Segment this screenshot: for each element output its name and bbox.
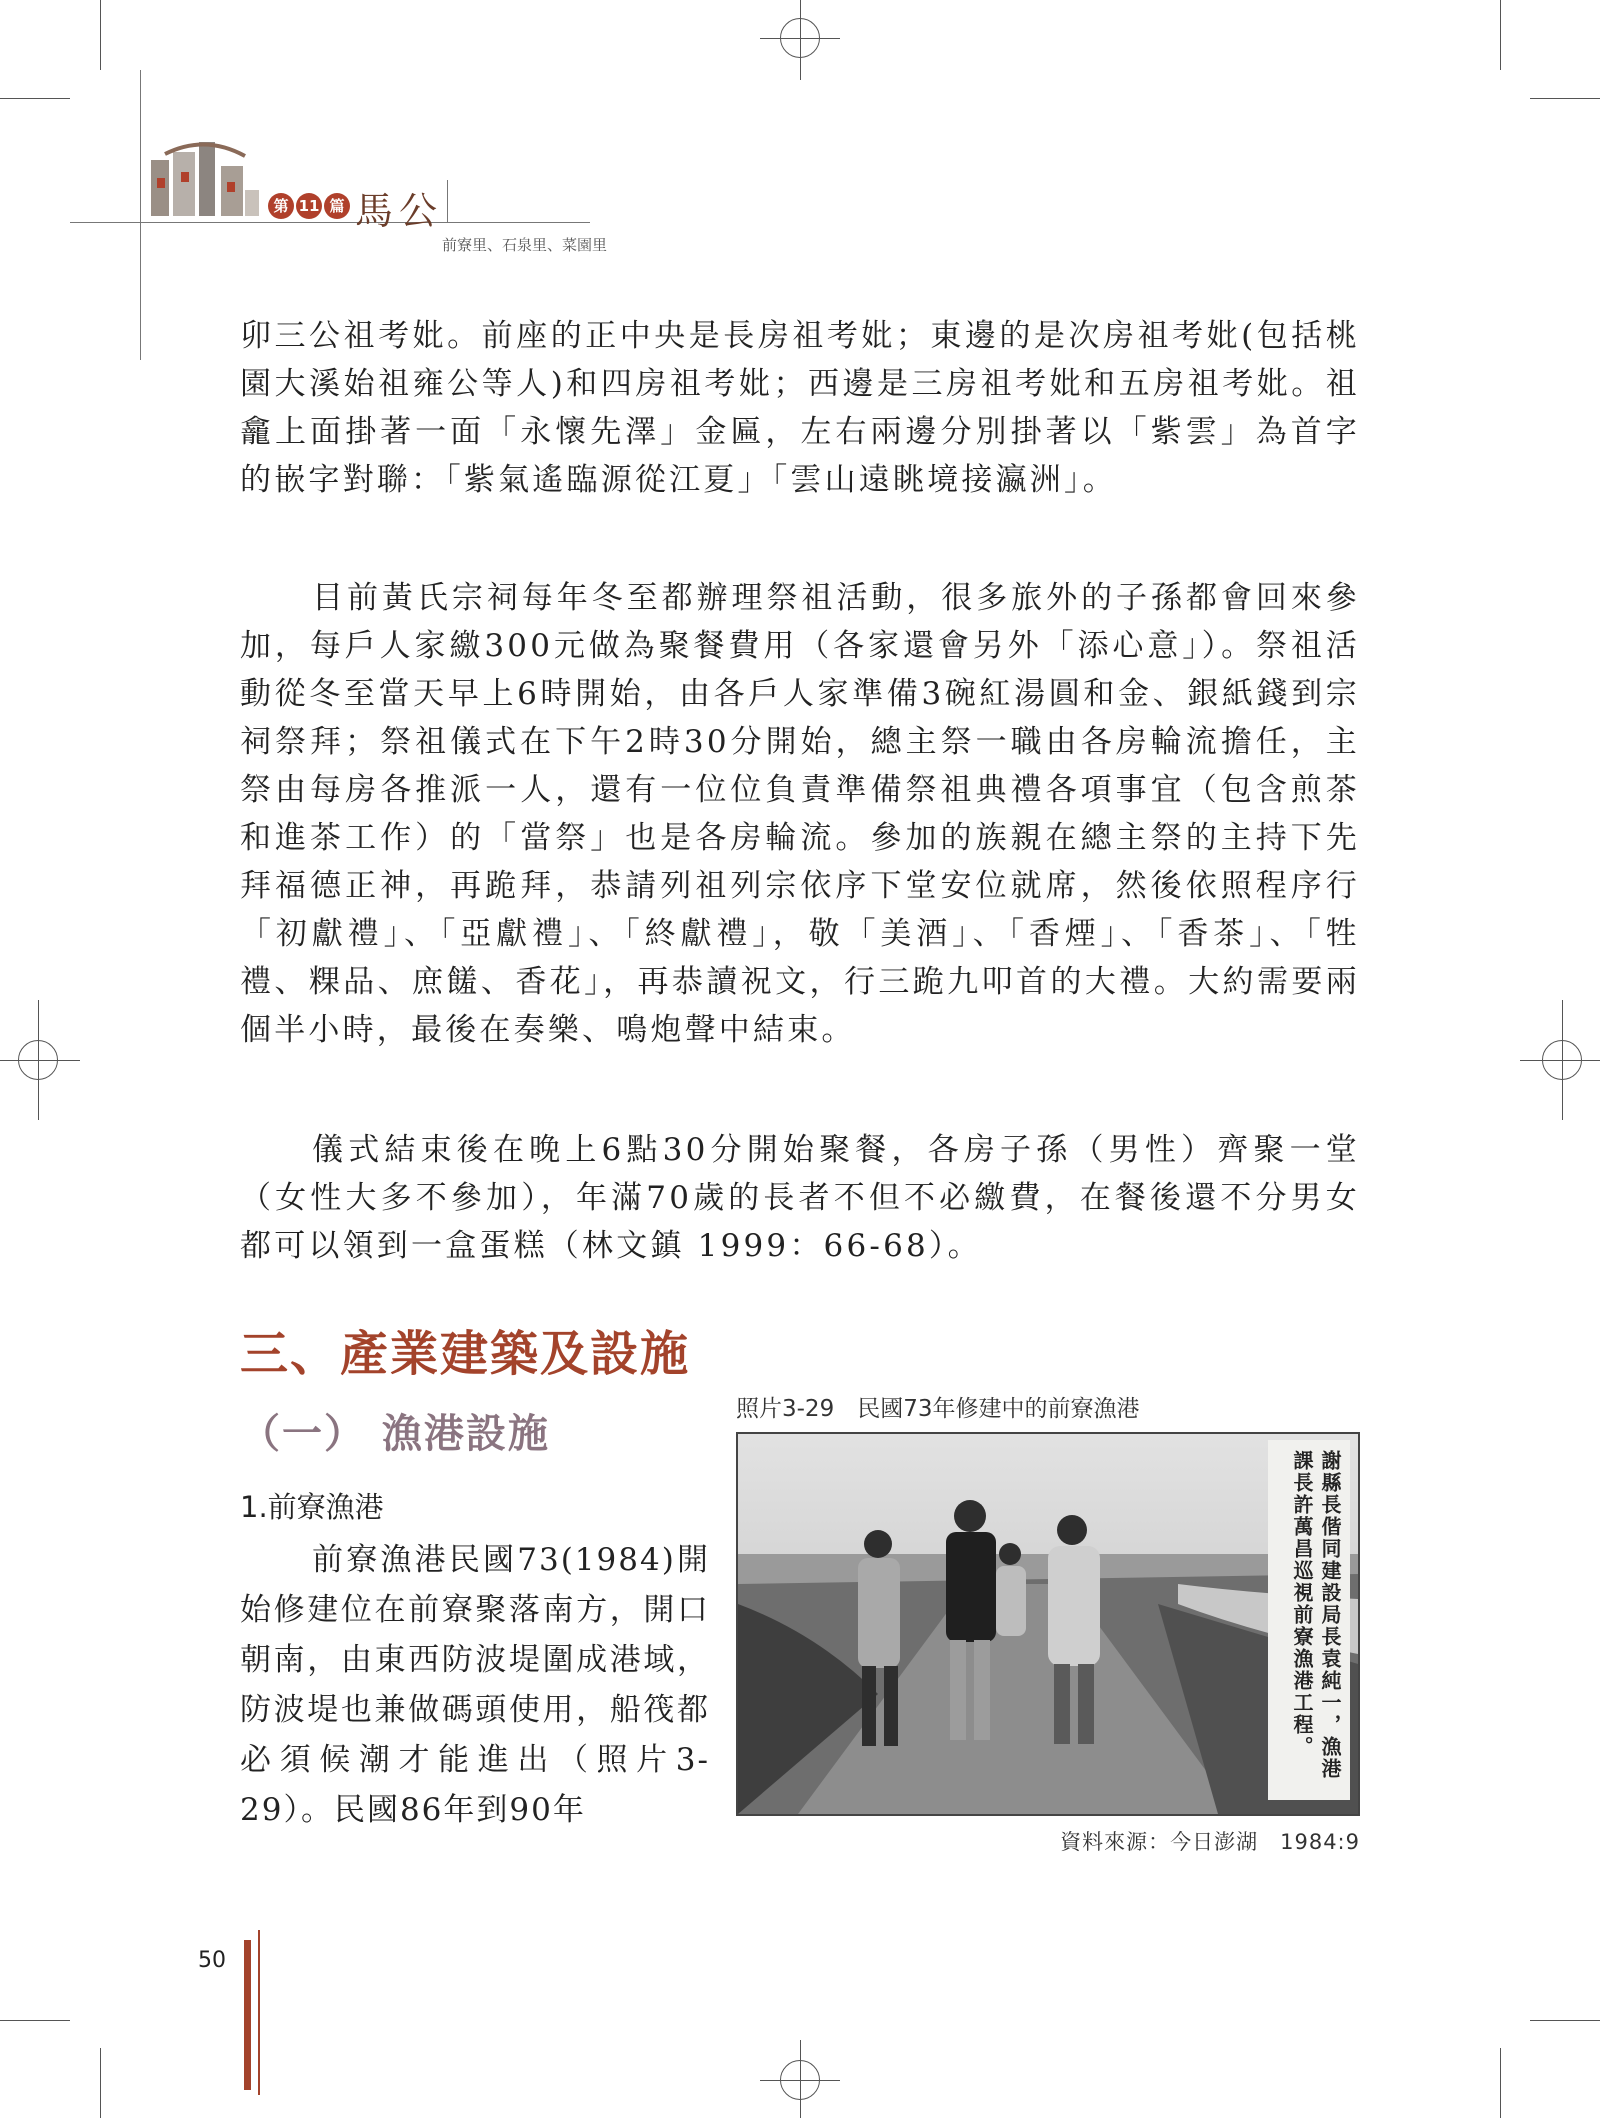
page-number: 50: [198, 1948, 226, 1973]
section-heading: 三、產業建築及設施: [240, 1326, 691, 1382]
registration-mark-line: [760, 2080, 840, 2081]
sub-heading: （一） 漁港設施: [240, 1411, 550, 1457]
registration-mark-line: [1520, 1060, 1600, 1061]
registration-mark-line: [1562, 1000, 1563, 1120]
photo-caption: 照片3-29 民國73年修建中的前寮漁港: [736, 1396, 1140, 1422]
photo-inset-text: 謝縣長偕同建設局長袁純一，漁港課長許萬昌巡視前寮漁港工程。: [1268, 1440, 1350, 1800]
crop-mark: [100, 2048, 101, 2118]
crop-mark: [1500, 0, 1501, 70]
header-rule-vertical: [447, 180, 448, 222]
chapter-badge-char: 第: [268, 193, 294, 219]
crop-mark: [0, 2020, 70, 2021]
header-rule-vertical: [140, 70, 141, 360]
chapter-badge: [268, 193, 350, 219]
crop-mark: [1530, 98, 1600, 99]
gate-logo-icon: [145, 138, 265, 218]
crop-mark: [100, 0, 101, 70]
registration-mark-line: [0, 1060, 80, 1061]
chapter-badge-number: 11: [296, 193, 322, 219]
subsection-heading: 1.前寮漁港: [240, 1490, 384, 1524]
chapter-villages: 前寮里、石泉里、菜園里: [442, 236, 608, 254]
chapter-badge-char: 篇: [324, 193, 350, 219]
photo-fishing-port: [736, 1432, 1360, 1816]
crop-mark: [1500, 2048, 1501, 2118]
body-paragraph-1: 卯三公祖考妣。前座的正中央是長房祖考妣；東邊的是次房祖考妣(包括桃園大溪始祖雍公等人)和四房祖考妣；西邊是三房祖考妣和五房祖考妣。祖龕上面掛著一面「永懷先澤」金匾，左右兩邊分別掛著以「紫雲」為首字的嵌字對聯：「紫氣遙臨源從江夏」「雲山遠眺境接瀛洲」。: [240, 318, 1360, 498]
registration-mark-line: [800, 0, 801, 80]
chapter-title: 馬公: [355, 189, 444, 233]
photo-scene: [738, 1434, 1358, 1814]
photo-source: 資料來源：今日澎湖 1984:9: [1060, 1830, 1360, 1854]
footer-line: [258, 1930, 260, 2095]
footer-bar: [244, 1940, 251, 2090]
registration-mark-line: [800, 2040, 801, 2118]
fishing-port-paragraph: 前寮漁港民國73(1984)開始修建位在前寮聚落南方，開口朝南，由東西防波堤圍成港域，防波堤也兼做碼頭使用，船筏都必須候潮才能進出（照片3-29）。民國86年到90年: [240, 1542, 710, 1828]
registration-mark-line: [760, 38, 840, 39]
body-paragraph-2: 目前黃氏宗祠每年冬至都辦理祭祖活動，很多旅外的子孫都會回來參加，每戶人家繳300元做為聚餐費用（各家還會另外「添心意」）。祭祖活動從冬至當天早上6時開始，由各戶人家準備3碗紅湯圓和金、銀紙錢到宗祠祭拜；祭祖儀式在下午2時30分開始，總主祭一職由各房輪流擔任，主祭由每房各推派一人，還有一位位負責準備祭祖典禮各項事宜（包含煎茶和進茶工作）的「當祭」也是各房輪流。參加的族親在總主祭的主持下先拜福德正神，再跪拜，恭請列祖列宗依序下堂安位就席，然後依照程序行「初獻禮」、「亞獻禮」、「終獻禮」，敬「美酒」、「香煙」、「香茶」、「牲禮、粿品、庶饈、香花」，再恭讀祝文，行三跪九叩首的大禮。大約需要兩個半小時，最後在奏樂、鳴炮聲中結束。: [240, 580, 1360, 1048]
crop-mark: [0, 98, 70, 99]
header-rule: [70, 222, 590, 223]
registration-mark-line: [38, 1000, 39, 1120]
body-paragraph-3: 儀式結束後在晚上6點30分開始聚餐，各房子孫（男性）齊聚一堂（女性大多不參加），年滿70歲的長者不但不必繳費，在餐後還不分男女都可以領到一盒蛋糕（林文鎮 1999：66-68）。: [240, 1132, 1360, 1264]
crop-mark: [1530, 2020, 1600, 2021]
